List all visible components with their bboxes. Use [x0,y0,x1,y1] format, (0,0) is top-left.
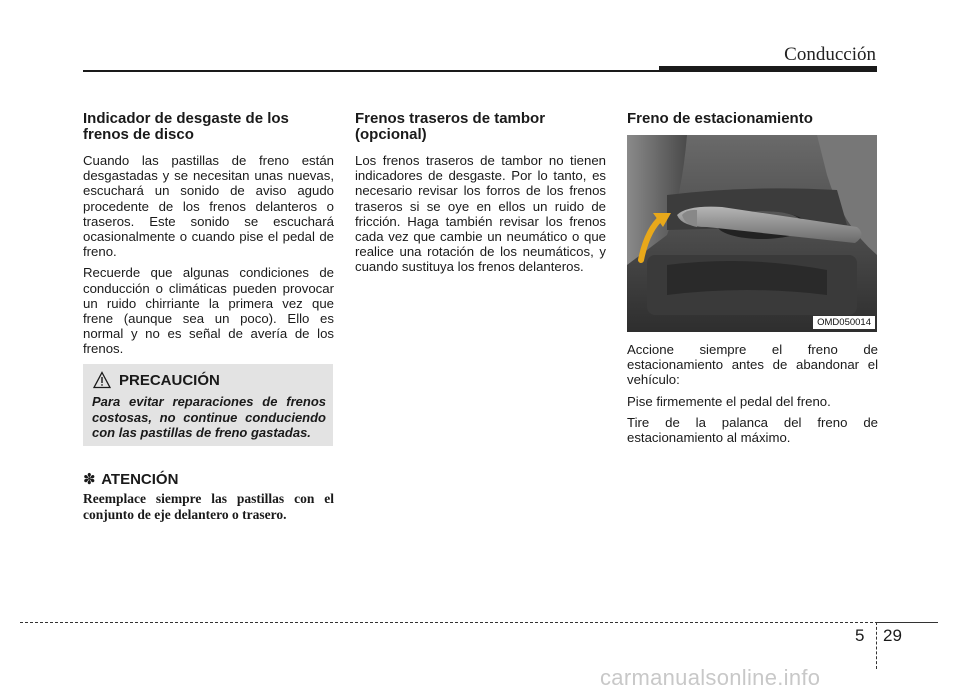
column-parking-brake [627,111,878,137]
watermark: carmanualsonline.info [600,665,821,690]
section-heading-drum-brakes: Frenos traseros de tambor (opcional) [355,110,546,143]
parking-brake-text [627,342,878,451]
parking-brake-photo [627,135,877,332]
asterisk-icon: ✽ [83,471,96,488]
parking-brake-illustration [627,135,877,332]
notice-header [83,470,334,488]
header-rule-thick [659,66,877,72]
paragraph-parking-brake-1: Accione siempre el freno de estacionamiento antes de abandonar el vehículo: [627,342,878,388]
paragraph-parking-brake-3: Tire de la palanca del freno de estacionamiento al máximo. [627,414,878,446]
paragraph-disc-wear-2: Recuerde que algunas condiciones de conducción o climáticas pueden provocar un ruido chirriante la primera vez que frene (aunque sea un poco). Ello es normal y no es señal de avería de los frenos. [83,265,334,357]
chapter-number: 5 [855,626,865,645]
paragraph-parking-brake-2: Pise firmemente el pedal del freno. [627,393,831,409]
caution-body: Para evitar reparaciones de frenos costosas, no continue conduciendo con las pastillas de freno gastadas. [92,394,326,440]
footer-dashed-rule [20,622,938,623]
section-heading-parking-brake: Freno de estacionamiento [627,110,813,127]
footer-solid-rule [876,622,938,623]
section-heading-disc-wear: Indicador de desgaste de los frenos de disco [83,110,289,143]
paragraph-disc-wear-1: Cuando las pastillas de freno están desgastadas y se necesitan unas nuevas, escuchará un sonido de aviso agudo procedente de los frenos delanteros o traseros. Este sonido se escuchará ocasionalmente o cuando pise el pedal de freno. [83,153,334,260]
column-disc-brake-wear [83,111,334,363]
notice-body: Reemplace siempre las pastillas con el conjunto de eje delantero o trasero. [83,491,334,522]
notice-block [83,470,334,523]
paragraph-drum-brakes: Los frenos traseros de tambor no tienen indicadores de desgaste. Por lo tanto, es necesario revisar los forros de los frenos traseros si se oye en ellos un ruido de fricción. Haga también revisar los frenos cada vez que cambie un neumático o que realice una rotación de los neumáticos, y cuando sustituya los frenos delanteros. [355,153,606,275]
caution-title: PRECAUCIÓN [119,371,220,389]
caution-box [83,364,333,446]
column-drum-brakes [355,111,606,281]
notice-title: ATENCIÓN [101,471,179,488]
caution-header [93,371,220,389]
page-number-divider [876,622,877,669]
image-code-label: OMD050014 [813,316,875,329]
header-rule-thin [83,70,659,72]
chapter-title: Conducción [784,44,876,65]
page-number: 29 [883,626,902,645]
warning-triangle-icon [93,371,111,389]
